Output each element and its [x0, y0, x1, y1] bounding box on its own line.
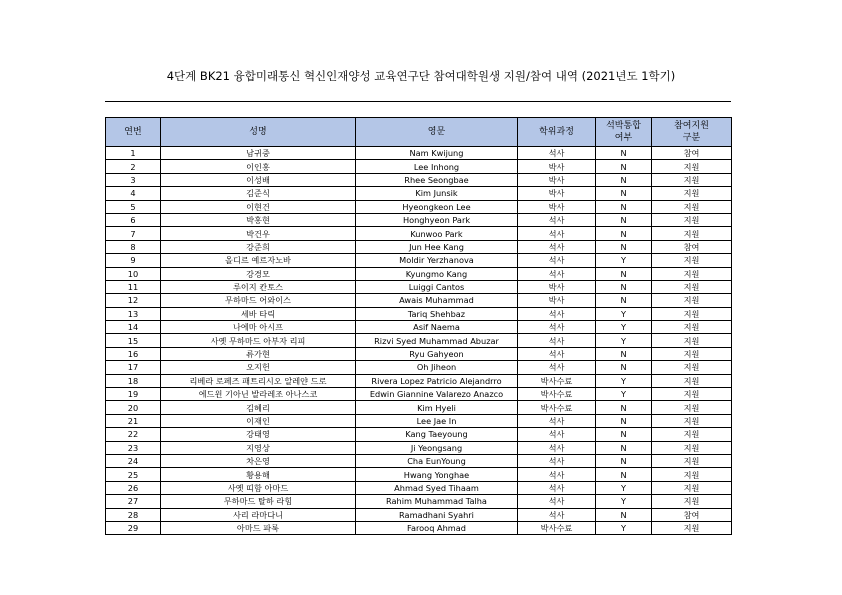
- table-row: [106, 173, 732, 186]
- cell-support-type: 지원: [652, 401, 732, 414]
- cell-name-en: Hwang Yonghae: [356, 468, 518, 481]
- header-name-kr: 성명: [161, 118, 356, 147]
- cell-name-kr: 강태영: [161, 428, 356, 441]
- cell-name-en: Nam Kwijung: [356, 147, 518, 160]
- table-row: [106, 240, 732, 253]
- table-row: [106, 147, 732, 160]
- cell-degree: 박사수료: [518, 374, 596, 387]
- table-row: [106, 428, 732, 441]
- cell-degree: 석사: [518, 495, 596, 508]
- header-type-line1: 참여지원: [674, 121, 709, 131]
- cell-integrated: N: [596, 414, 652, 427]
- cell-name-kr: 강경모: [161, 267, 356, 280]
- cell-name-kr: 이인홍: [161, 160, 356, 173]
- cell-name-kr: 강준희: [161, 240, 356, 253]
- cell-name-kr: 리베라 로페즈 패트리시오 알레얀 드로: [161, 374, 356, 387]
- cell-no: 12: [106, 294, 161, 307]
- cell-name-en: Ahmad Syed Tihaam: [356, 481, 518, 494]
- cell-no: 7: [106, 227, 161, 240]
- cell-degree: 석사: [518, 254, 596, 267]
- table-row: [106, 227, 732, 240]
- cell-name-en: Kyungmo Kang: [356, 267, 518, 280]
- cell-integrated: N: [596, 428, 652, 441]
- cell-no: 28: [106, 508, 161, 521]
- cell-integrated: Y: [596, 388, 652, 401]
- cell-degree: 석사: [518, 481, 596, 494]
- cell-support-type: 참여: [652, 147, 732, 160]
- table-row: [106, 294, 732, 307]
- cell-support-type: 지원: [652, 361, 732, 374]
- cell-no: 21: [106, 414, 161, 427]
- cell-support-type: 지원: [652, 280, 732, 293]
- header-type-line2: 구분: [682, 133, 701, 143]
- cell-support-type: 지원: [652, 227, 732, 240]
- cell-integrated: N: [596, 294, 652, 307]
- cell-support-type: 지원: [652, 374, 732, 387]
- cell-support-type: 지원: [652, 414, 732, 427]
- cell-no: 26: [106, 481, 161, 494]
- header-rule: [105, 101, 731, 102]
- cell-integrated: Y: [596, 321, 652, 334]
- student-roster-table: [105, 117, 732, 535]
- cell-name-kr: 사옛 무하마드 아부자 리피: [161, 334, 356, 347]
- cell-support-type: 지원: [652, 347, 732, 360]
- cell-no: 2: [106, 160, 161, 173]
- cell-integrated: N: [596, 240, 652, 253]
- cell-no: 29: [106, 521, 161, 534]
- cell-name-kr: 박건우: [161, 227, 356, 240]
- cell-integrated: N: [596, 347, 652, 360]
- table-row: [106, 468, 732, 481]
- cell-integrated: N: [596, 401, 652, 414]
- table-row: [106, 481, 732, 494]
- cell-support-type: 지원: [652, 388, 732, 401]
- table-row: [106, 454, 732, 467]
- cell-no: 17: [106, 361, 161, 374]
- cell-name-kr: 에드윈 기아닌 발라레조 아나스코: [161, 388, 356, 401]
- cell-integrated: Y: [596, 254, 652, 267]
- cell-name-en: Moldir Yerzhanova: [356, 254, 518, 267]
- table-row: [106, 401, 732, 414]
- cell-degree: 박사: [518, 200, 596, 213]
- cell-support-type: 지원: [652, 468, 732, 481]
- cell-no: 24: [106, 454, 161, 467]
- cell-name-kr: 김혜리: [161, 401, 356, 414]
- cell-degree: 박사수료: [518, 521, 596, 534]
- cell-degree: 석사: [518, 334, 596, 347]
- cell-name-kr: 이재인: [161, 414, 356, 427]
- cell-degree: 석사: [518, 347, 596, 360]
- cell-name-en: Luiggi Cantos: [356, 280, 518, 293]
- cell-name-kr: 사리 라마다니: [161, 508, 356, 521]
- cell-integrated: N: [596, 160, 652, 173]
- cell-no: 4: [106, 187, 161, 200]
- cell-degree: 석사: [518, 267, 596, 280]
- cell-integrated: N: [596, 213, 652, 226]
- cell-support-type: 지원: [652, 334, 732, 347]
- cell-degree: 석사: [518, 361, 596, 374]
- cell-no: 14: [106, 321, 161, 334]
- cell-degree: 석사: [518, 414, 596, 427]
- cell-degree: 박사수료: [518, 388, 596, 401]
- table-row: [106, 160, 732, 173]
- cell-support-type: 지원: [652, 495, 732, 508]
- cell-name-en: Ramadhani Syahri: [356, 508, 518, 521]
- cell-name-en: Ryu Gahyeon: [356, 347, 518, 360]
- cell-integrated: Y: [596, 334, 652, 347]
- cell-support-type: 지원: [652, 173, 732, 186]
- cell-name-en: Kim Junsik: [356, 187, 518, 200]
- table-row: [106, 200, 732, 213]
- cell-name-kr: 무하마드 탈하 라힘: [161, 495, 356, 508]
- cell-integrated: Y: [596, 481, 652, 494]
- cell-name-en: Hyeongkeon Lee: [356, 200, 518, 213]
- table-row: [106, 187, 732, 200]
- cell-degree: 석사: [518, 441, 596, 454]
- cell-degree: 박사수료: [518, 401, 596, 414]
- cell-name-en: Tariq Shehbaz: [356, 307, 518, 320]
- cell-name-kr: 루이지 칸토스: [161, 280, 356, 293]
- cell-name-kr: 박홍현: [161, 213, 356, 226]
- cell-name-kr: 황용해: [161, 468, 356, 481]
- cell-name-kr: 지영상: [161, 441, 356, 454]
- cell-degree: 석사: [518, 454, 596, 467]
- cell-integrated: N: [596, 267, 652, 280]
- table-row: [106, 307, 732, 320]
- cell-support-type: 참여: [652, 240, 732, 253]
- cell-no: 22: [106, 428, 161, 441]
- cell-degree: 석사: [518, 307, 596, 320]
- cell-no: 3: [106, 173, 161, 186]
- cell-name-en: Ji Yeongsang: [356, 441, 518, 454]
- cell-degree: 석사: [518, 321, 596, 334]
- cell-support-type: 지원: [652, 200, 732, 213]
- cell-name-en: Rhee Seongbae: [356, 173, 518, 186]
- cell-no: 23: [106, 441, 161, 454]
- cell-no: 10: [106, 267, 161, 280]
- cell-name-en: Lee Inhong: [356, 160, 518, 173]
- cell-name-en: Honghyeon Park: [356, 213, 518, 226]
- cell-name-en: Cha EunYoung: [356, 454, 518, 467]
- cell-name-en: Asif Naema: [356, 321, 518, 334]
- cell-no: 11: [106, 280, 161, 293]
- header-integrated: [596, 118, 652, 147]
- table-row: [106, 267, 732, 280]
- cell-name-en: Awais Muhammad: [356, 294, 518, 307]
- table-row: [106, 254, 732, 267]
- cell-support-type: 참여: [652, 508, 732, 521]
- cell-support-type: 지원: [652, 294, 732, 307]
- cell-no: 15: [106, 334, 161, 347]
- cell-name-kr: 차은영: [161, 454, 356, 467]
- cell-support-type: 지원: [652, 267, 732, 280]
- cell-degree: 박사: [518, 294, 596, 307]
- cell-name-en: Kim Hyeli: [356, 401, 518, 414]
- cell-name-kr: 이성배: [161, 173, 356, 186]
- cell-name-en: Jun Hee Kang: [356, 240, 518, 253]
- cell-integrated: N: [596, 147, 652, 160]
- cell-integrated: N: [596, 187, 652, 200]
- header-integrated-line2: 여부: [614, 133, 633, 143]
- header-support-type: [652, 118, 732, 147]
- table-row: [106, 508, 732, 521]
- cell-no: 20: [106, 401, 161, 414]
- cell-no: 9: [106, 254, 161, 267]
- cell-name-kr: 남귀중: [161, 147, 356, 160]
- cell-support-type: 지원: [652, 454, 732, 467]
- cell-no: 16: [106, 347, 161, 360]
- cell-integrated: N: [596, 441, 652, 454]
- cell-integrated: N: [596, 468, 652, 481]
- cell-name-kr: 나에마 아시프: [161, 321, 356, 334]
- cell-degree: 석사: [518, 468, 596, 481]
- cell-integrated: N: [596, 280, 652, 293]
- cell-support-type: 지원: [652, 428, 732, 441]
- table-row: [106, 441, 732, 454]
- table-row: [106, 521, 732, 534]
- table-row: [106, 495, 732, 508]
- cell-integrated: Y: [596, 521, 652, 534]
- table-body: [106, 147, 732, 535]
- cell-no: 18: [106, 374, 161, 387]
- cell-no: 19: [106, 388, 161, 401]
- cell-name-en: Edwin Giannine Valarezo Anazco: [356, 388, 518, 401]
- cell-integrated: Y: [596, 495, 652, 508]
- header-no: 연번: [106, 118, 161, 147]
- cell-degree: 박사: [518, 187, 596, 200]
- cell-support-type: 지원: [652, 254, 732, 267]
- cell-no: 6: [106, 213, 161, 226]
- cell-name-kr: 아마드 파룩: [161, 521, 356, 534]
- table-row: [106, 321, 732, 334]
- table-row: [106, 388, 732, 401]
- cell-name-kr: 류가현: [161, 347, 356, 360]
- cell-integrated: N: [596, 508, 652, 521]
- cell-degree: 석사: [518, 227, 596, 240]
- cell-name-en: Lee Jae In: [356, 414, 518, 427]
- cell-name-kr: 세바 타릭: [161, 307, 356, 320]
- cell-name-en: Rahim Muhammad Talha: [356, 495, 518, 508]
- cell-no: 8: [106, 240, 161, 253]
- cell-degree: 석사: [518, 240, 596, 253]
- cell-name-kr: 김준식: [161, 187, 356, 200]
- cell-degree: 박사: [518, 160, 596, 173]
- cell-no: 13: [106, 307, 161, 320]
- cell-support-type: 지원: [652, 321, 732, 334]
- cell-name-kr: 오지헌: [161, 361, 356, 374]
- cell-integrated: N: [596, 454, 652, 467]
- cell-support-type: 지원: [652, 213, 732, 226]
- table-row: [106, 414, 732, 427]
- table-header-row: [106, 118, 732, 147]
- table-row: [106, 374, 732, 387]
- cell-name-kr: 올디르 예르자노바: [161, 254, 356, 267]
- cell-support-type: 지원: [652, 160, 732, 173]
- cell-name-en: Kang Taeyoung: [356, 428, 518, 441]
- cell-degree: 박사: [518, 173, 596, 186]
- cell-integrated: N: [596, 200, 652, 213]
- cell-name-kr: 사옛 띠함 아마드: [161, 481, 356, 494]
- table-row: [106, 213, 732, 226]
- cell-name-en: Kunwoo Park: [356, 227, 518, 240]
- table-row: [106, 361, 732, 374]
- cell-no: 1: [106, 147, 161, 160]
- cell-name-en: Farooq Ahmad: [356, 521, 518, 534]
- table-row: [106, 280, 732, 293]
- header-integrated-line1: 석박통합: [606, 121, 641, 131]
- cell-degree: 석사: [518, 213, 596, 226]
- table-row: [106, 334, 732, 347]
- cell-integrated: Y: [596, 307, 652, 320]
- cell-integrated: Y: [596, 374, 652, 387]
- cell-name-en: Oh Jiheon: [356, 361, 518, 374]
- cell-integrated: N: [596, 361, 652, 374]
- table-row: [106, 347, 732, 360]
- cell-name-en: Rivera Lopez Patricio Alejandrro: [356, 374, 518, 387]
- cell-no: 5: [106, 200, 161, 213]
- header-name-en: 영문: [356, 118, 518, 147]
- cell-name-en: Rizvi Syed Muhammad Abuzar: [356, 334, 518, 347]
- cell-support-type: 지원: [652, 307, 732, 320]
- cell-support-type: 지원: [652, 187, 732, 200]
- cell-degree: 석사: [518, 428, 596, 441]
- cell-no: 27: [106, 495, 161, 508]
- cell-name-kr: 무하마드 어와이스: [161, 294, 356, 307]
- cell-support-type: 지원: [652, 441, 732, 454]
- header-degree: 학위과정: [518, 118, 596, 147]
- cell-integrated: N: [596, 227, 652, 240]
- cell-degree: 석사: [518, 508, 596, 521]
- cell-degree: 박사: [518, 280, 596, 293]
- cell-support-type: 지원: [652, 481, 732, 494]
- document-title: 4단계 BK21 융합미래통신 혁신인재양성 교육연구단 참여대학원생 지원/참여 내역 (2021년도 1학기): [166, 69, 676, 83]
- cell-name-kr: 이현건: [161, 200, 356, 213]
- cell-no: 25: [106, 468, 161, 481]
- cell-degree: 석사: [518, 147, 596, 160]
- cell-integrated: N: [596, 173, 652, 186]
- cell-support-type: 지원: [652, 521, 732, 534]
